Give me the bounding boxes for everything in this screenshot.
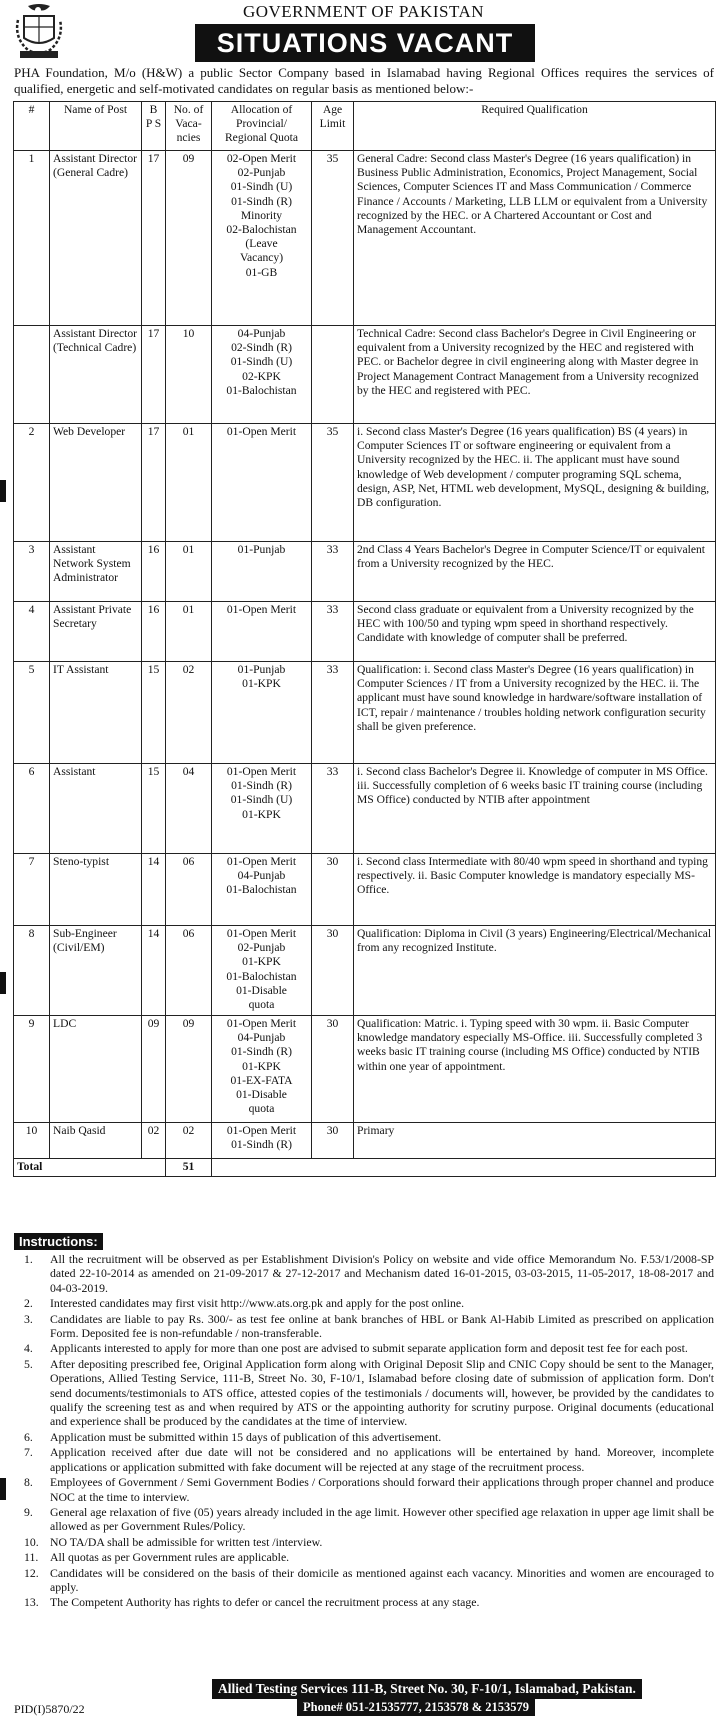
instruction-number: 3. (24, 1311, 33, 1326)
post-number-cell: 8 (14, 926, 50, 1016)
instruction-number: 11. (24, 1550, 39, 1565)
quota-line: 01-Open Merit (226, 425, 297, 438)
quota-allocation-cell (212, 151, 312, 326)
table-row (14, 326, 716, 424)
quota-line: 01-Punjab (237, 543, 286, 556)
bps-cell: 14 (142, 854, 166, 926)
post-name-cell: Sub-Engineer (Civil/EM) (50, 926, 142, 1016)
quota-allocation-cell (212, 424, 312, 542)
table-row (14, 1123, 716, 1159)
instruction-number: 7. (24, 1445, 33, 1460)
qualification-cell: i. Second class Master's Degree (16 years qualification) BS (4 years) in Computer Sciences IT or software engineering or equivalent from a University recognized by the HEC. ii. The applicant must have sound knowledge of Web development / computer programing SQL schema, design, ASP, Net, HTML web development, MySQL, designing & building, DB configuration. (354, 424, 716, 542)
vacancies-cell: 01 (166, 542, 212, 602)
quota-line: 01-Open Merit (226, 603, 297, 616)
age-limit-cell: 30 (312, 1016, 354, 1123)
post-number-cell: 3 (14, 542, 50, 602)
quota-line: 01-KPK (242, 955, 281, 969)
vacancies-cell: 09 (166, 151, 212, 326)
instruction-text: After depositing prescribed fee, Original Application form along with Original Deposit Slip and CNIC Copy should be sent to the Manager, Operations, Allied Testing Service, 111-B, Street No. 30, F-10/1, Islamabad before closing date of submission of application form. Don't send documents/testimonials to ATS office, attested copies of the testimonials / documents will, however, be provided by the candidates to qualify the screening test as and when required by ATS or the appointing authority for scrutiny purpose. Original documents (educational and experience shall be produced by the candidates at the time of interview. (50, 1356, 714, 1429)
instruction-number: 9. (24, 1504, 33, 1519)
situations-vacant-banner: SITUATIONS VACANT (195, 24, 535, 62)
quota-line: 01-Sindh (R) (231, 1138, 292, 1152)
instruction-item (14, 1535, 714, 1549)
vacancies-cell: 06 (166, 854, 212, 926)
instruction-item (14, 1312, 714, 1341)
post-number-cell: 6 (14, 764, 50, 854)
post-number-cell: 4 (14, 602, 50, 662)
post-number-cell: 10 (14, 1123, 50, 1159)
post-name-cell: Assistant Director (General Cadre) (50, 151, 142, 326)
age-limit-cell: 35 (312, 424, 354, 542)
quota-line: 01-Punjab (237, 663, 286, 676)
instruction-text: NO TA/DA shall be admissible for written test /interview. (50, 1534, 323, 1549)
quota-line: 01-Sindh (U) (230, 793, 293, 807)
age-limit-cell: 33 (312, 602, 354, 662)
quota-allocation-cell (212, 1123, 312, 1159)
table-header-cell: Name of Post (50, 102, 142, 151)
qualification-cell: i. Second class Intermediate with 80/40 wpm speed in shorthand and typing respectively. ii. Basic Computer knowledge is mandatory especially MS-Office. (354, 854, 716, 926)
quota-line: 01-Open Merit (226, 855, 297, 868)
quota-line: 01-KPK (242, 1059, 281, 1073)
instruction-item (14, 1475, 714, 1504)
quota-line: 02-Balochistan (226, 223, 297, 237)
quota-line: 01-GB (245, 265, 278, 279)
government-title: GOVERNMENT OF PAKISTAN (242, 2, 485, 21)
age-limit-cell (312, 326, 354, 424)
instruction-item (14, 1505, 714, 1534)
table-header-row (14, 102, 716, 151)
quota-line: Minority (240, 208, 283, 222)
quota-allocation-cell (212, 926, 312, 1016)
bps-cell: 15 (142, 662, 166, 764)
qualification-cell: Qualification: i. Second class Master's Degree (16 years qualification) in Computer Sciences / IT from a University recognized by the HEC. ii. The applicant must have sound knowledge in hardware/software installation of ICT, repair / maintenance / troubles holding network configuration security shall be given preference. (354, 662, 716, 764)
age-limit-cell: 30 (312, 854, 354, 926)
qualification-cell: Primary (354, 1123, 716, 1159)
post-name-cell: Assistant Private Secretary (50, 602, 142, 662)
age-limit-cell: 35 (312, 151, 354, 326)
table-row (14, 151, 716, 326)
bps-cell: 15 (142, 764, 166, 854)
quota-line: 01-Sindh (U) (230, 355, 293, 369)
total-label: Total (14, 1159, 166, 1177)
edge-mark (0, 972, 6, 994)
table-row (14, 854, 716, 926)
table-header-cell: B P S (142, 102, 166, 151)
quota-line: 01-Balochistan (226, 969, 297, 983)
quota-allocation-cell (212, 662, 312, 764)
quota-allocation-cell (212, 854, 312, 926)
qualification-cell: Technical Cadre: Second class Bachelor's Degree in Civil Engineering or equivalent from a University recognized by the HEC and registered with PEC. or Bachelor degree in civil engineering along with Master degree in Project Management Contract Management from a University recognized by the HEC and registered with PEC. (354, 326, 716, 424)
quota-line: Vacancy) (239, 251, 284, 265)
instruction-item (14, 1357, 714, 1429)
post-name-cell: Steno-typist (50, 854, 142, 926)
post-number-cell: 9 (14, 1016, 50, 1123)
total-empty (212, 1159, 716, 1177)
quota-allocation-cell (212, 602, 312, 662)
quota-line: quota (248, 998, 275, 1012)
post-name-cell: Assistant Director (Technical Cadre) (50, 326, 142, 424)
bps-cell: 16 (142, 602, 166, 662)
post-name-cell: LDC (50, 1016, 142, 1123)
qualification-cell: General Cadre: Second class Master's Degree (16 years qualification) in Business Public Administration, Economics, Project Management, Social Sciences, Computer Sciences IT and Mass Communication / Commerce Finance / Accounts / Marketing, LLB LLM or equivalent from a University recognized by the HEC. or A Chartered Accountant or Cost and Management Accountant. (354, 151, 716, 326)
instruction-number: 8. (24, 1475, 33, 1490)
instruction-item (14, 1550, 714, 1564)
instruction-text: The Competent Authority has rights to defer or cancel the recruitment process at any stage. (50, 1595, 480, 1610)
quota-line: 04-Punjab (237, 869, 286, 883)
instructions-heading: Instructions: (14, 1233, 103, 1250)
instruction-number: 10. (24, 1534, 39, 1549)
instruction-number: 2. (24, 1296, 33, 1311)
instruction-text: Application must be submitted within 15 days of publication of this advertisement. (50, 1429, 442, 1444)
table-header-cell: Required Qualification (354, 102, 716, 151)
bps-cell: 17 (142, 326, 166, 424)
instruction-item (14, 1445, 714, 1474)
instruction-item (14, 1595, 714, 1609)
table-row (14, 764, 716, 854)
quota-line: 02-Punjab (237, 166, 286, 180)
quota-line: 01-Open Merit (226, 927, 297, 940)
table-row (14, 662, 716, 764)
table-header-cell: Allocation of Provincial/ Regional Quota (212, 102, 312, 151)
qualification-cell: Second class graduate or equivalent from a University recognized by the HEC with 100/50 and typing wpm speed in shorthand respectively. Candidate with knowledge of computer shall be preferred. (354, 602, 716, 662)
vacancies-cell: 06 (166, 926, 212, 1016)
table-row (14, 1016, 716, 1123)
total-row (14, 1159, 716, 1177)
instruction-text: Candidates are liable to pay Rs. 300/- as test fee online at bank branches of HBL or Bank Al-Habib Limited as prescribed on application Form. Deposited fee is non-refundable / non-transferable. (50, 1311, 714, 1341)
table-row (14, 542, 716, 602)
post-name-cell: Assistant Network System Administrator (50, 542, 142, 602)
edge-mark (0, 1478, 6, 1500)
quota-line: 01-Balochistan (226, 883, 297, 897)
quota-allocation-cell (212, 542, 312, 602)
footer-address: Allied Testing Services 111-B, Street No. 30, F-10/1, Islamabad, Pakistan. (212, 1679, 642, 1699)
vacancies-cell: 01 (166, 602, 212, 662)
quota-line: 01-KPK (242, 677, 281, 691)
instruction-text: Employees of Government / Semi Government Bodies / Corporations should forward their applications through proper channel and produce NOC at the time to interview. (50, 1475, 714, 1504)
vacancies-cell: 10 (166, 326, 212, 424)
qualification-cell: 2nd Class 4 Years Bachelor's Degree in Computer Science/IT or equivalent from a University recognized by the HEC. (354, 542, 716, 602)
vacancies-table (13, 101, 716, 1177)
quota-line: 01-EX-FATA (230, 1073, 293, 1087)
instruction-item (14, 1296, 714, 1310)
quota-line: 01-Sindh (U) (230, 180, 293, 194)
pid-number: PID(I)5870/22 (14, 1702, 85, 1716)
quota-allocation-cell (212, 1016, 312, 1123)
table-row (14, 602, 716, 662)
quota-line: quota (248, 1102, 275, 1116)
age-limit-cell: 33 (312, 662, 354, 764)
quota-allocation-cell (212, 764, 312, 854)
instruction-number: 13. (24, 1595, 39, 1610)
instruction-item (14, 1566, 714, 1595)
vacancies-cell: 09 (166, 1016, 212, 1123)
bps-cell: 02 (142, 1123, 166, 1159)
quota-line: 01-Disable (236, 983, 287, 997)
quota-line: 01-Open Merit (226, 1124, 297, 1137)
instruction-text: Candidates will be considered on the basis of their domicile as mentioned against each vacancy. Minorities and women are encouraged to apply. (50, 1565, 714, 1594)
post-name-cell: Web Developer (50, 424, 142, 542)
table-row (14, 424, 716, 542)
quota-line: 04-Punjab (237, 1031, 286, 1045)
instruction-text: Applicants interested to apply for more than one post are advised to submit separate application form and deposit test fee for each post. (50, 1341, 688, 1356)
quota-line: 01-KPK (242, 807, 281, 821)
instruction-text: Interested candidates may first visit http://www.ats.org.pk and apply for the post online. (50, 1296, 465, 1311)
quota-line: 02-Sindh (R) (231, 341, 292, 355)
instruction-item (14, 1430, 714, 1444)
quota-line: 02-Open Merit (226, 152, 297, 165)
footer-phone: Phone# 051-21535777, 2153578 & 2153579 (297, 1699, 535, 1716)
table-row (14, 926, 716, 1016)
instruction-text: Application received after due date will not be considered and no applications will be entertained by hand. Moreover, incomplete applications or application submitted with fake document will be rejected at any stage of the recruitment process. (50, 1445, 714, 1474)
instruction-text: General age relaxation of five (05) years already included in the age limit. However other specified age relaxation in upper age limit shall be allowed as per Government Rules/Policy. (50, 1504, 714, 1534)
instruction-number: 12. (24, 1565, 39, 1580)
instructions-list (14, 1252, 714, 1611)
age-limit-cell: 33 (312, 764, 354, 854)
qualification-cell: Qualification: Matric. i. Typing speed with 30 wpm. ii. Basic Computer knowledge mandatory especially MS-Office. iii. Successfully completed 3 weeks basic IT training course (including MS Office) conducted by NTIB within one year of appointment. (354, 1016, 716, 1123)
edge-mark (0, 480, 6, 502)
bps-cell: 17 (142, 424, 166, 542)
instruction-item (14, 1252, 714, 1295)
quota-line: 01-Open Merit (226, 765, 297, 778)
qualification-cell: i. Second class Bachelor's Degree ii. Knowledge of computer in MS Office. iii. Successfully completion of 6 weeks basic IT training course (including MS Office) conducted by NTIB after appointment (354, 764, 716, 854)
quota-line: 02-Punjab (237, 941, 286, 955)
bps-cell: 16 (142, 542, 166, 602)
instruction-number: 4. (24, 1341, 33, 1356)
vacancies-cell: 02 (166, 1123, 212, 1159)
instruction-text: All quotas as per Government rules are applicable. (50, 1550, 290, 1565)
age-limit-cell: 33 (312, 542, 354, 602)
bps-cell: 14 (142, 926, 166, 1016)
quota-line: 01-Balochistan (226, 383, 297, 397)
age-limit-cell: 30 (312, 1123, 354, 1159)
instruction-number: 6. (24, 1429, 33, 1444)
quota-line: 01-Sindh (R) (231, 1045, 292, 1059)
age-limit-cell: 30 (312, 926, 354, 1016)
post-number-cell: 2 (14, 424, 50, 542)
post-name-cell: IT Assistant (50, 662, 142, 764)
quota-line: 01-Disable (236, 1088, 287, 1102)
table-header-cell: Age Limit (312, 102, 354, 151)
instruction-item (14, 1341, 714, 1355)
quota-line: 01-Open Merit (226, 1017, 297, 1030)
post-number-cell: 5 (14, 662, 50, 764)
quota-line: 01-Sindh (R) (231, 779, 292, 793)
header (0, 0, 727, 64)
table-header-cell: No. of Vaca- ncies (166, 102, 212, 151)
quota-line: 01-Sindh (R) (231, 194, 292, 208)
instruction-text: All the recruitment will be observed as per Establishment Division's Policy on website and vide office Memorandum No. F.53/1/2008-SP dated 22-10-2014 as amended on 21-09-2017 & 27-12-2017 and Mechanism dated 16-01-2015, 03-03-2015, 11-05-2017, 18-08-2017 and 04-03-2019. (50, 1252, 714, 1295)
post-name-cell: Assistant (50, 764, 142, 854)
vacancies-cell: 02 (166, 662, 212, 764)
instruction-number: 5. (24, 1356, 33, 1371)
table-header-cell: # (14, 102, 50, 151)
vacancies-cell: 01 (166, 424, 212, 542)
bps-cell: 09 (142, 1016, 166, 1123)
post-number-cell (14, 326, 50, 424)
instruction-number: 1. (24, 1252, 33, 1266)
quota-line: 02-KPK (242, 369, 281, 383)
total-vacancies: 51 (166, 1159, 212, 1177)
intro-paragraph: PHA Foundation, M/o (H&W) a public Sector Company based in Islamabad having Regional Offices requires the services of qualified, energetic and self-motivated candidates on regular basis as mentioned below:- (14, 65, 714, 96)
quota-allocation-cell (212, 326, 312, 424)
bps-cell: 17 (142, 151, 166, 326)
post-name-cell: Naib Qasid (50, 1123, 142, 1159)
qualification-cell: Qualification: Diploma in Civil (3 years) Engineering/Electrical/Mechanical from any recognized Institute. (354, 926, 716, 1016)
vacancies-cell: 04 (166, 764, 212, 854)
post-number-cell: 1 (14, 151, 50, 326)
quota-line: (Leave (245, 237, 278, 251)
post-number-cell: 7 (14, 854, 50, 926)
quota-line: 04-Punjab (237, 327, 286, 340)
